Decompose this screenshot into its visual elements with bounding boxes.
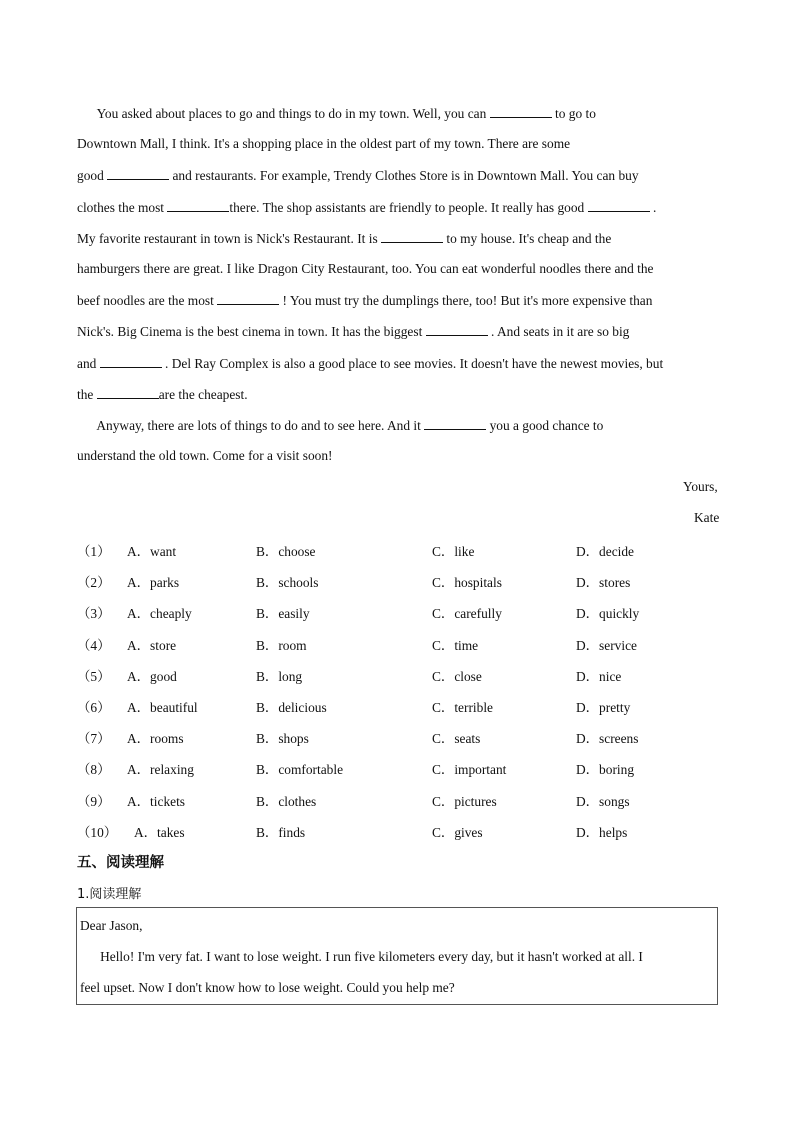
question-row — [77, 697, 717, 715]
question-row — [77, 666, 717, 684]
option-d[interactable]: D．decide — [576, 544, 635, 559]
reading-letter-box — [76, 907, 718, 1005]
passage-text: . Del Ray Complex is also a good place to see movies. It doesn't have the newest movies, but — [161, 355, 664, 371]
passage-line — [77, 261, 654, 277]
option-d[interactable]: D．songs — [576, 793, 630, 809]
passage-text: You asked about places to go and things to do in my town. Well, you can — [77, 106, 490, 121]
question-number: （7） — [77, 731, 111, 747]
letter-signature: Kate — [694, 510, 720, 525]
passage-text: . And seats in it are so big — [487, 324, 630, 340]
passage-text: and — [77, 355, 100, 371]
question-number: （8） — [77, 762, 111, 778]
question-number: （6） — [77, 700, 111, 715]
passage-text: are the cheapest. — [158, 386, 248, 402]
option-d[interactable]: D．helps — [576, 824, 628, 840]
question-row — [77, 603, 717, 621]
option-a[interactable]: A．tickets — [127, 793, 186, 809]
option-d[interactable]: D．stores — [576, 575, 631, 591]
answer-blank[interactable] — [424, 417, 486, 430]
question-number: （10） — [77, 824, 118, 840]
passage-text: you a good chance to — [486, 418, 604, 433]
option-d[interactable]: D．screens — [576, 731, 639, 747]
answer-blank[interactable] — [490, 105, 552, 118]
question-row — [77, 572, 717, 590]
passage-text: Downtown Mall, I think. It's a shopping place in the oldest part of my town. There are some — [77, 136, 571, 152]
answer-blank[interactable] — [588, 199, 650, 212]
question-number: （4） — [77, 637, 111, 653]
option-b[interactable]: B．comfortable — [256, 762, 344, 778]
option-c[interactable]: C．pictures — [432, 793, 497, 809]
option-a[interactable]: A．good — [127, 668, 177, 684]
answer-blank[interactable] — [381, 230, 443, 243]
option-b[interactable]: B．schools — [256, 575, 319, 591]
passage-text: clothes the most — [77, 199, 168, 215]
option-c[interactable]: C．seats — [432, 731, 481, 747]
option-c[interactable]: C．gives — [432, 824, 483, 840]
passage-text: My favorite restaurant in town is Nick's Restaurant. It is — [77, 230, 382, 246]
passage-line — [77, 199, 656, 216]
option-c[interactable]: C．terrible — [432, 700, 493, 715]
option-a[interactable]: A．beautiful — [127, 700, 198, 715]
option-a[interactable]: A．cheaply — [127, 606, 192, 622]
question-number: （1） — [77, 544, 111, 559]
option-c[interactable]: C．carefully — [432, 606, 502, 622]
passage-text: Nick's. Big Cinema is the best cinema in town. It has the biggest — [77, 324, 426, 340]
passage-text: hamburgers there are great. I like Dragon City Restaurant, too. You can eat wonderful noodles there and the — [77, 261, 654, 276]
passage-text: to my house. It's cheap and the — [443, 230, 612, 246]
section-title: 五、阅读理解 — [77, 855, 164, 871]
option-b[interactable]: B．easily — [256, 606, 310, 622]
option-d[interactable]: D．nice — [576, 668, 622, 684]
passage-text: Anyway, there are lots of things to do and to see here. And it — [77, 418, 425, 433]
option-b[interactable]: B．shops — [256, 731, 309, 747]
passage-text: . — [649, 199, 657, 215]
option-d[interactable]: D．boring — [576, 762, 635, 778]
letter-line: feel upset. Now I don't know how to lose weight. Could you help me? — [80, 980, 455, 995]
passage-text: there. The shop assistants are friendly to people. It really has good — [229, 199, 588, 215]
passage-line — [77, 417, 603, 434]
passage-text: to go to — [551, 106, 596, 121]
question-row — [77, 822, 717, 840]
passage-line — [77, 230, 611, 247]
passage-line — [77, 323, 629, 340]
passage-line — [77, 105, 596, 122]
question-row — [77, 541, 717, 559]
passage-text: the — [77, 386, 97, 402]
option-c[interactable]: C．important — [432, 762, 507, 778]
letter-closing: Yours, — [683, 479, 718, 494]
passage-text: and restaurants. For example, Trendy Clothes Store is in Downtown Mall. You can buy — [169, 168, 639, 184]
question-row — [77, 635, 717, 653]
answer-blank[interactable] — [167, 199, 229, 212]
passage-text: ! You must try the dumplings there, too! But it's more expensive than — [279, 293, 653, 309]
option-b[interactable]: B．finds — [256, 824, 306, 840]
question-row — [77, 728, 717, 746]
letter-greeting: Dear Jason, — [80, 918, 143, 933]
question-number: （3） — [77, 606, 111, 622]
option-d[interactable]: D．service — [576, 637, 637, 653]
subsection-title: 1.阅读理解 — [77, 887, 142, 902]
passage-line — [77, 448, 333, 464]
answer-blank[interactable] — [107, 167, 169, 180]
option-a[interactable]: A．rooms — [127, 731, 184, 747]
option-a[interactable]: A．store — [127, 637, 177, 653]
question-number: （9） — [77, 793, 111, 809]
option-b[interactable]: B．choose — [256, 544, 316, 559]
question-number: （5） — [77, 668, 111, 684]
question-number: （2） — [77, 575, 111, 591]
passage-text: good — [77, 168, 108, 184]
option-a[interactable]: A．takes — [134, 824, 185, 840]
passage-line — [77, 292, 652, 309]
option-b[interactable]: B．room — [256, 637, 307, 653]
option-b[interactable]: B．delicious — [256, 700, 327, 715]
passage-text: understand the old town. Come for a visit soon! — [77, 448, 333, 464]
option-b[interactable]: B．long — [256, 668, 303, 684]
option-d[interactable]: D．quickly — [576, 606, 640, 622]
option-c[interactable]: C．like — [432, 544, 475, 559]
answer-blank[interactable] — [426, 323, 488, 336]
option-b[interactable]: B．clothes — [256, 793, 317, 809]
option-a[interactable]: A．want — [127, 544, 177, 559]
option-d[interactable]: D．pretty — [576, 700, 631, 715]
option-c[interactable]: C．hospitals — [432, 575, 502, 591]
question-row — [77, 791, 717, 809]
option-c[interactable]: C．close — [432, 668, 482, 684]
answer-blank[interactable] — [97, 386, 159, 399]
answer-blank[interactable] — [217, 292, 279, 305]
passage-line — [77, 167, 639, 184]
passage-line — [77, 355, 663, 372]
passage-line — [77, 136, 570, 152]
answer-blank[interactable] — [100, 355, 162, 368]
letter-line: Hello! I'm very fat. I want to lose weight. I run five kilometers every day, but it hasn't worked at all. I — [80, 949, 643, 964]
passage-text: beef noodles are the most — [77, 293, 218, 309]
option-a[interactable]: A．relaxing — [127, 762, 194, 778]
question-row — [77, 759, 717, 777]
option-a[interactable]: A．parks — [127, 575, 180, 591]
option-c[interactable]: C．time — [432, 637, 479, 653]
passage-line — [77, 386, 248, 403]
